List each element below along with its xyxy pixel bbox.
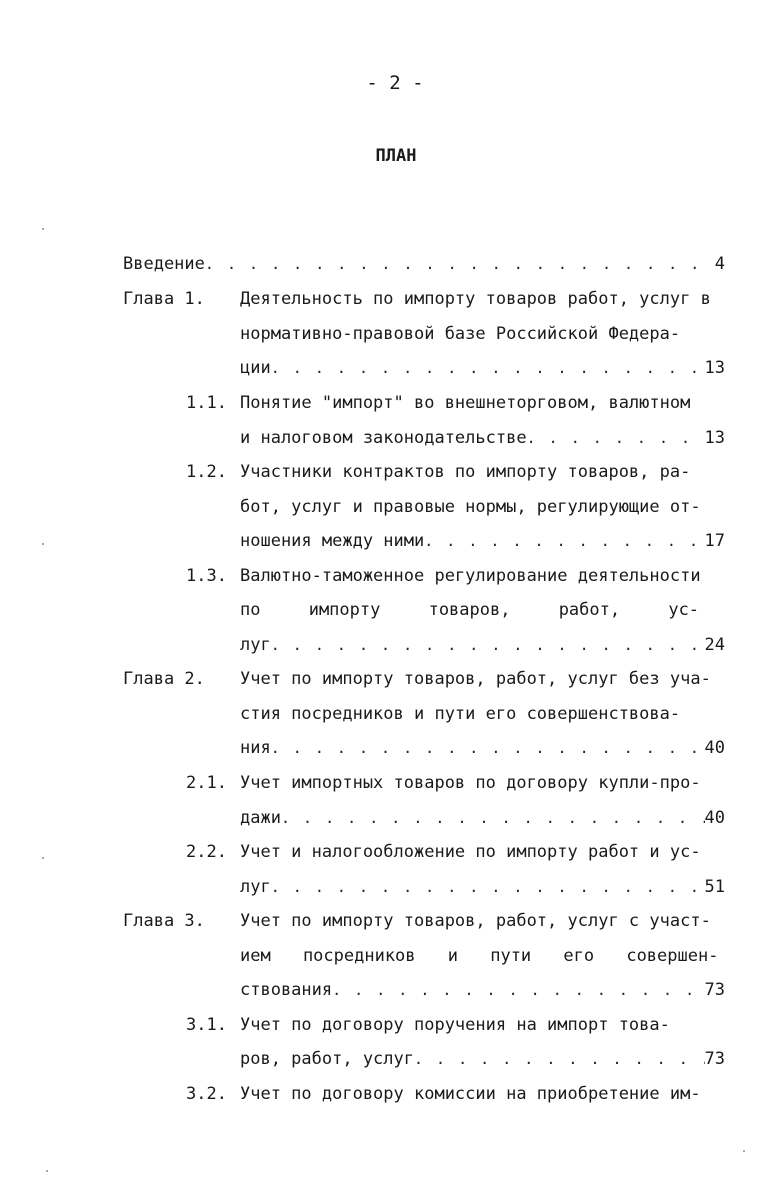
- chapter-label: Глава 3.: [123, 911, 205, 931]
- section-number: 1.1.: [186, 393, 227, 413]
- toc-entry-text: и налоговом законодательстве: [240, 428, 527, 448]
- toc-entry-text: Учет по импорту товаров, работ, услуг с участ-: [240, 911, 711, 931]
- toc-entry-text: Валютно-таможенное регулирование деятельности: [240, 566, 701, 586]
- toc-page-number: 4: [714, 254, 725, 274]
- toc-entry-text: луг: [240, 635, 271, 655]
- toc-entry-text: Учет импортных товаров по договору купли-про-: [240, 773, 701, 793]
- toc-entry-text: Деятельность по импорту товаров работ, услуг в: [240, 289, 711, 309]
- scan-speck: [42, 228, 44, 230]
- dot-leader: [424, 531, 704, 551]
- section-number: 3.1.: [186, 1015, 227, 1035]
- toc-page-number: 40: [704, 738, 725, 758]
- scan-speck: [46, 1170, 48, 1172]
- dot-leader: [271, 635, 705, 655]
- chapter-label: Глава 2.: [123, 669, 205, 689]
- section-number: 1.2.: [186, 462, 227, 482]
- dot-leader: [271, 738, 705, 758]
- section-number: 3.2.: [186, 1084, 227, 1104]
- page-number: - 2 -: [366, 72, 424, 94]
- toc-entry-text: Учет по импорту товаров, работ, услуг без уча-: [240, 669, 711, 689]
- scan-speck: [42, 543, 44, 545]
- toc-page-number: 73: [704, 1049, 725, 1069]
- toc-entry-text: ции: [240, 358, 271, 378]
- toc-entry-text: ствования: [240, 980, 333, 1000]
- dot-leader: [332, 980, 704, 1000]
- page-title: ПЛАН: [375, 146, 417, 166]
- toc-entry-text: ием посредников и пути его совершен-: [240, 946, 719, 966]
- toc-entry-text: ния: [240, 738, 271, 758]
- dot-leader: [271, 358, 705, 378]
- toc-entry-text: Учет по договору поручения на импорт това-: [240, 1015, 670, 1035]
- dot-leader: [271, 877, 705, 897]
- toc-entry-leader: [240, 980, 725, 1000]
- scan-speck: [42, 857, 44, 859]
- toc-entry-text: дажи: [240, 808, 281, 828]
- toc-entry-text: Понятие "импорт" во внешнеторговом, валютном: [240, 393, 691, 413]
- toc-entry-text: ношения между ними: [240, 531, 425, 551]
- dot-leader: [281, 808, 705, 828]
- toc-entry-text: луг: [240, 877, 271, 897]
- toc-page-number: 13: [704, 428, 725, 448]
- toc-entry-leader: [240, 358, 725, 378]
- toc-page-number: 40: [704, 808, 725, 828]
- section-number: 1.3.: [186, 566, 227, 586]
- section-number: 2.1.: [186, 773, 227, 793]
- dot-leader: [527, 428, 705, 448]
- toc-entry-text: по импорту товаров, работ, ус-: [240, 600, 700, 620]
- dot-leader: [205, 254, 715, 274]
- toc-entry-text: Учет по договору комиссии на приобретение им-: [240, 1084, 701, 1104]
- toc-entry-text: Введение: [123, 254, 205, 274]
- toc-page-number: 13: [704, 358, 725, 378]
- toc-entry-leader: [240, 635, 725, 655]
- toc-page-number: 17: [704, 531, 725, 551]
- scan-speck: [743, 1150, 745, 1152]
- section-number: 2.2.: [186, 842, 227, 862]
- toc-entry-text: Участники контрактов по импорту товаров, ра-: [240, 462, 691, 482]
- toc-page-number: 73: [704, 980, 725, 1000]
- toc-entry-leader: [240, 531, 725, 551]
- toc-entry-text: бот, услуг и правовые нормы, регулирующие от-: [240, 497, 701, 517]
- toc-entry-text: ров, работ, услуг: [240, 1049, 414, 1069]
- toc-entry-intro: [123, 254, 725, 274]
- toc-entry-leader: [240, 1049, 725, 1069]
- toc-entry-leader: [240, 428, 725, 448]
- toc-entry-text: Учет и налогообложение по импорту работ и ус-: [240, 842, 701, 862]
- chapter-label: Глава 1.: [123, 289, 205, 309]
- toc-page-number: 24: [704, 635, 725, 655]
- dot-leader: [414, 1049, 705, 1069]
- toc-entry-leader: [240, 738, 725, 758]
- toc-entry-leader: [240, 877, 725, 897]
- toc-page-number: 51: [704, 877, 725, 897]
- toc-entry-text: нормативно-правовой базе Российской Федера-: [240, 324, 681, 344]
- toc-entry-leader: [240, 808, 725, 828]
- toc-entry-text: стия посредников и пути его совершенствова-: [240, 704, 681, 724]
